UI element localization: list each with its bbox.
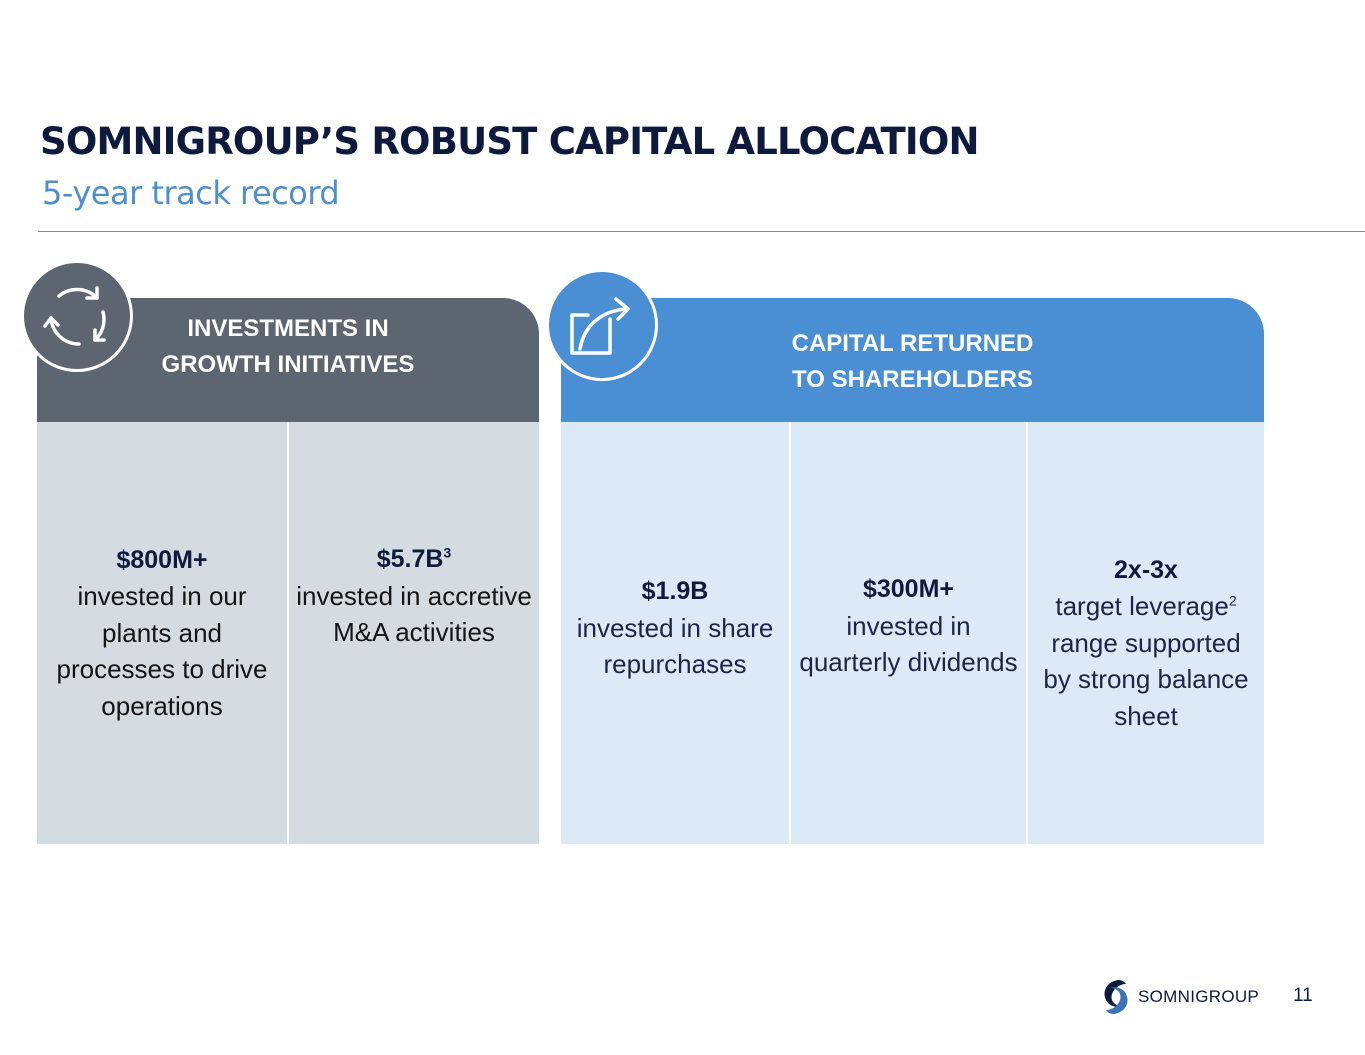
title-divider: [38, 231, 1365, 232]
returned-cell-dividends: [791, 422, 1026, 844]
page-subtitle: 5-year track record: [42, 174, 340, 212]
growth-cell-ma: [289, 422, 539, 844]
returned-panel-title-line2: TO SHAREHOLDERS: [792, 366, 1033, 393]
growth-panel-title-line2: GROWTH INITIATIVES: [161, 351, 415, 378]
cell-amount: $800M+: [116, 545, 208, 574]
returned-cell-repurchases: [561, 422, 789, 844]
cell-amount: $1.9B: [641, 577, 709, 606]
cell-amount: $300M+: [862, 575, 955, 604]
returned-cell-leverage: [1028, 422, 1264, 844]
footnote-marker: 2: [1228, 592, 1237, 609]
logo-text: SOMNIGROUP: [1138, 987, 1260, 1006]
cell-amount: 2x-3x: [1114, 555, 1178, 584]
returned-panel-header: [561, 298, 1264, 422]
cell-text-before-sup: target leverage: [1055, 591, 1229, 622]
cell-text-lead: [1034, 588, 1258, 625]
refresh-cycle-icon: [21, 260, 133, 372]
cell-amount: [295, 541, 533, 578]
growth-cell-plants: [37, 422, 287, 844]
cell-text: invested in share repurchases: [576, 612, 774, 680]
growth-panel-title-line1: INVESTMENTS IN: [187, 315, 389, 342]
returned-panel-title-line1: CAPITAL RETURNED: [791, 330, 1034, 357]
cell-text: invested in our plants and processes to drive operations: [56, 581, 268, 721]
cell-text: range supported by strong balance sheet: [1043, 627, 1249, 731]
share-arrow-icon: [546, 269, 658, 381]
company-logo: [1100, 978, 1259, 1016]
cell-text: invested in accretive M&A activities: [296, 580, 532, 648]
page-number: 11: [1293, 985, 1313, 1006]
cell-amount-value: $5.7B: [376, 545, 444, 574]
cell-text: invested in quarterly dividends: [799, 610, 1018, 678]
page-title: SOMNIGROUP’S ROBUST CAPITAL ALLOCATION: [40, 120, 979, 163]
somnigroup-logo-mark-icon: [1100, 978, 1132, 1016]
footnote-marker: 3: [443, 544, 452, 561]
